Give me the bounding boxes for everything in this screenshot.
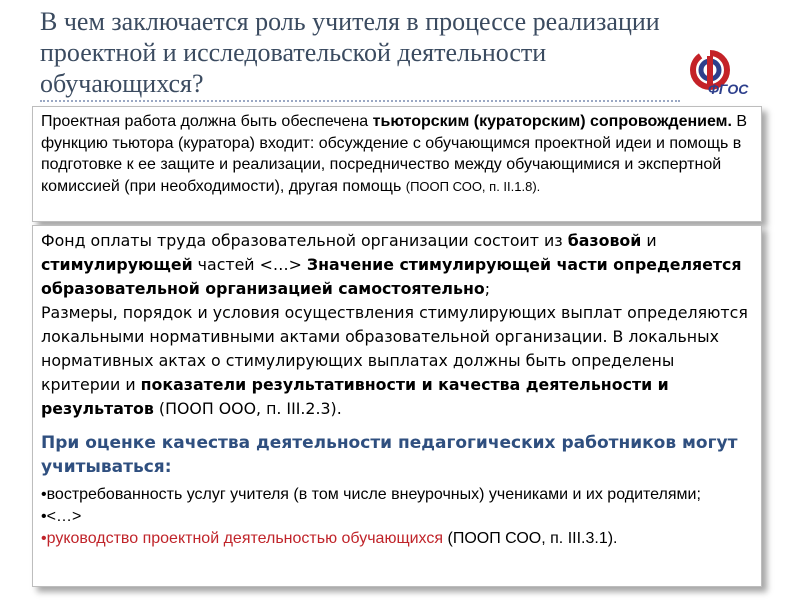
slide-title: В чем заключается роль учителя в процессе реализации проектной и исследовательской деятельности обучающихся? xyxy=(40,7,660,98)
logo-text: ФГОС xyxy=(708,81,749,97)
payment-fund-text: Фонд оплаты труда образовательной организации состоит из базовой и стимулирующей частей <…> Значение стимулирующей части определяется образовательной организацией самостоятельно; Размеры, порядок и условия осуществления стимулирующих выплат определяются локальными нормативными актами образовательной организации. В локальных нормативных актах о стимулирующих выплатах должны быть определены критерии и показатели результативности и качества деятельности и результатов (ПООП ООО, п. III.2.3). xyxy=(41,231,748,418)
list-item: •руководство проектной деятельностью обучающихся (ПООП СОО, п. III.3.1). xyxy=(41,530,618,547)
tutor-support-box xyxy=(32,106,762,222)
fgos-logo xyxy=(686,42,766,102)
payment-fund-box xyxy=(32,225,762,587)
evaluation-criteria-list xyxy=(41,484,755,550)
evaluation-heading: При оценке качества деятельности педагогических работников могут учитываться: xyxy=(41,433,738,477)
tutor-support-text: Проектная работа должна быть обеспечена тьюторским (кураторским) сопровождением. В функцию тьютора (куратора) входит: обсуждение с обучающимся проектной идеи и помощь в подготовке к ее защите и реализации, посредничество между обучающимися и экспертной комиссией (при необходимости), другая помощь (ПООП СОО, п. II.1.8). xyxy=(41,113,748,195)
title-divider xyxy=(40,100,680,102)
list-item: •востребованность услуг учителя (в том числе внеурочных) учениками и их родителями; xyxy=(41,486,701,503)
list-item: •<…> xyxy=(41,508,82,525)
